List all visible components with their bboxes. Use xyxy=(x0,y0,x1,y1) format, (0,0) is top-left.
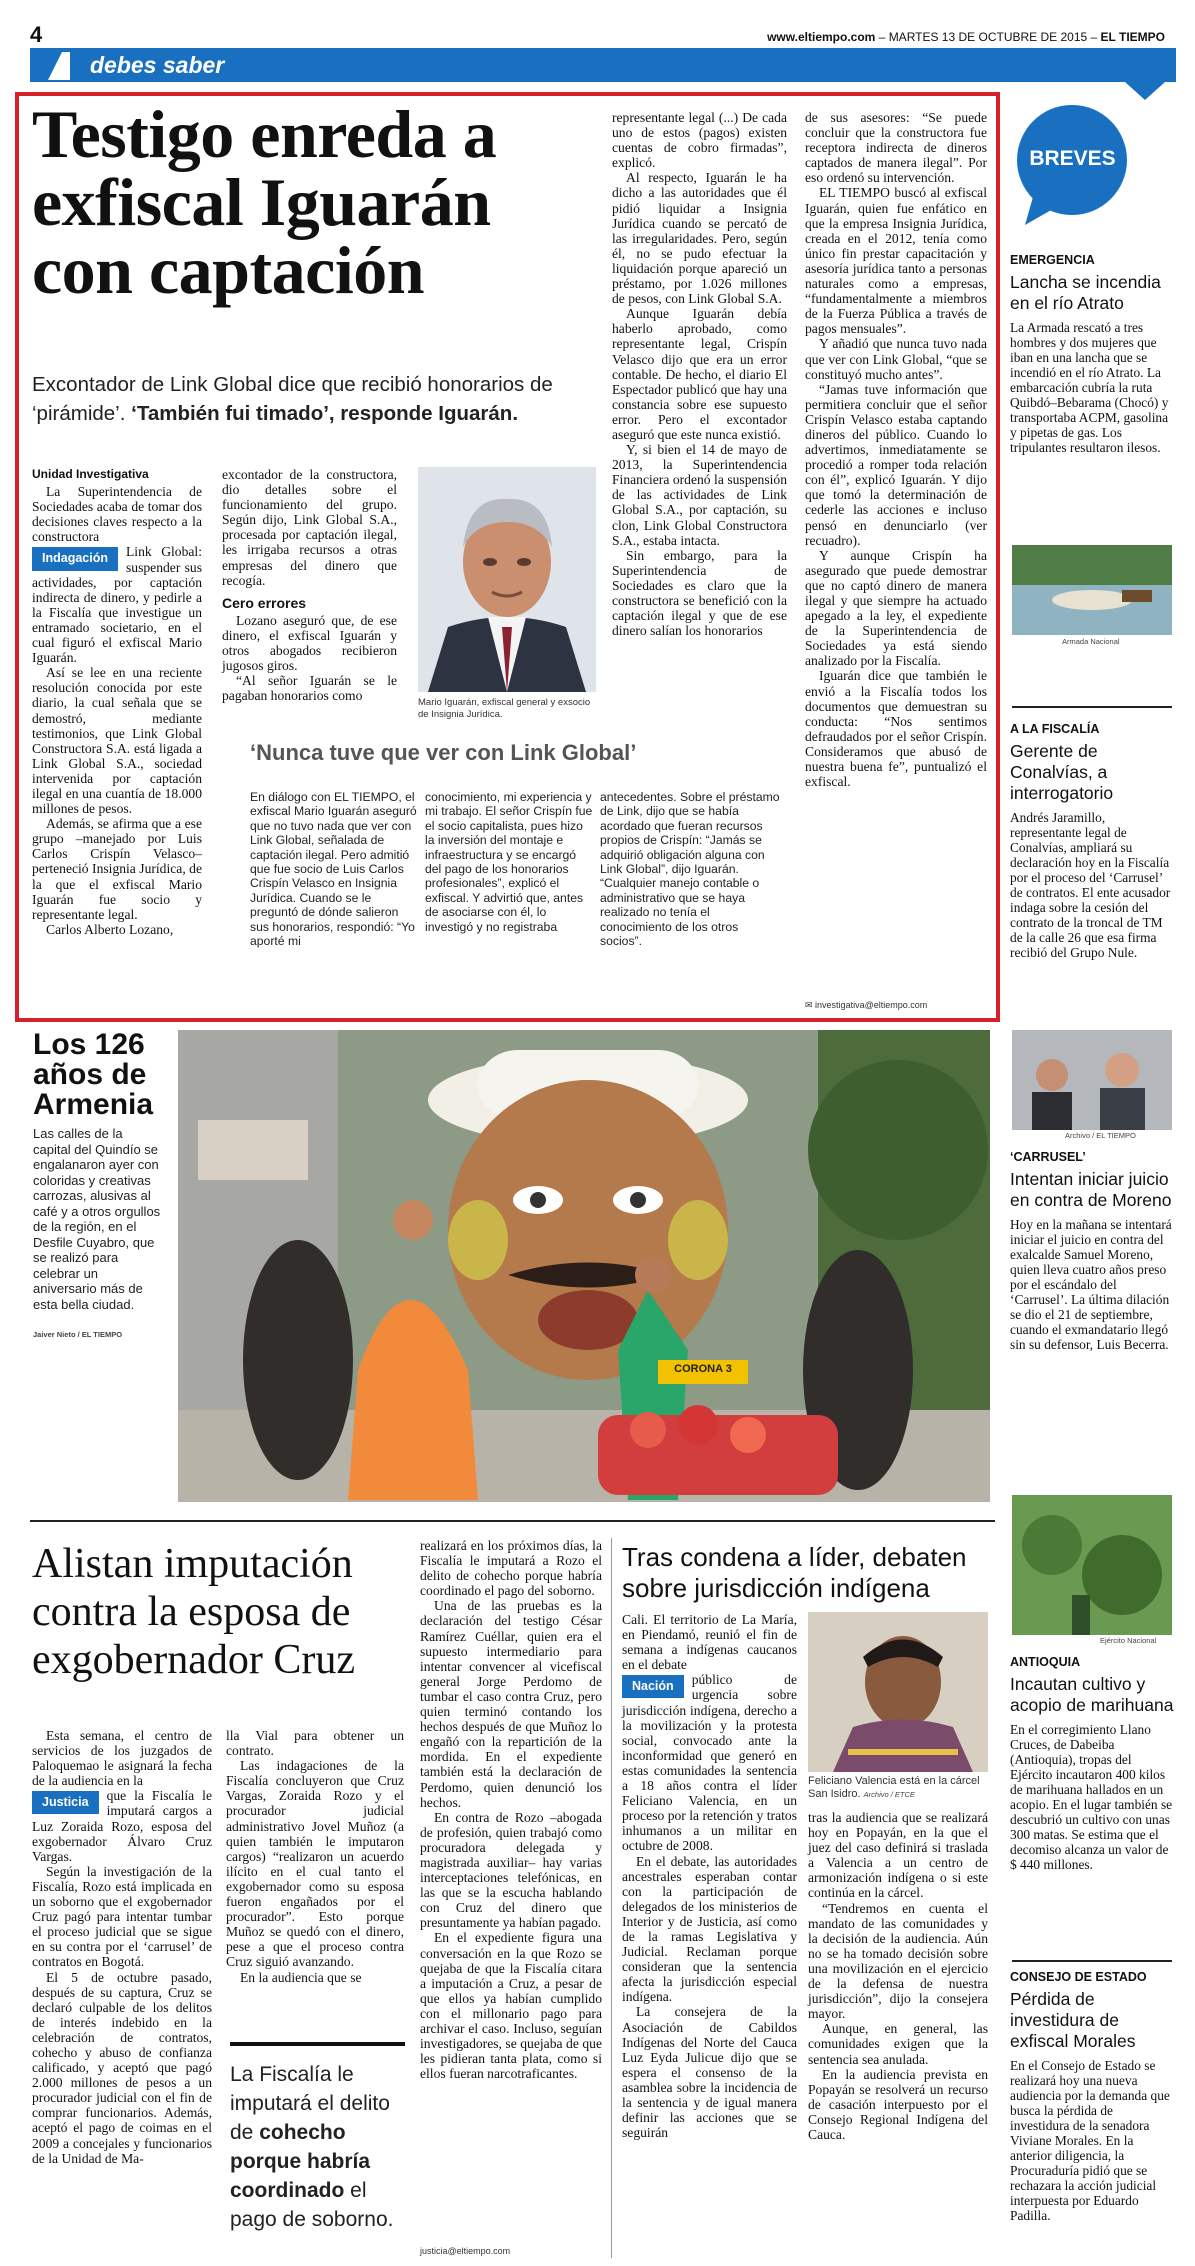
sidebar-title: ‘Nunca tuve que ver con Link Global’ xyxy=(250,740,637,765)
deck-text: Excontador de Link Global dice que recibió honorarios de ‘pirámide’. xyxy=(32,373,553,425)
brand: EL TIEMPO xyxy=(1100,30,1165,44)
paragraph: que la Fiscalía le imputará cargos a Luz Zoraida Rozo, esposa del exgobernador Álvaro Cruz Vargas. xyxy=(32,1788,212,1864)
byline: Unidad Investigativa xyxy=(32,467,149,481)
paragraph: Carlos Alberto Lozano, xyxy=(46,921,174,937)
main-col-4 xyxy=(805,110,987,789)
main-deck xyxy=(32,370,592,428)
float-sign: CORONA 3 xyxy=(674,1363,732,1375)
author-email[interactable]: ✉ investigativa@eltiempo.com xyxy=(805,1000,928,1010)
valencia-caption xyxy=(808,1775,988,1801)
cruz-col-2 xyxy=(226,1728,404,1985)
paragraph: Esta semana, el centro de servicios de los juzgados de Paloquemao le asignará la fecha de la audiencia en la xyxy=(32,1728,212,1789)
divider xyxy=(1012,1960,1172,1962)
photo-caption: Mario Iguarán, exfiscal general y exsocio de Insignia Jurídica. xyxy=(418,697,591,720)
section-tab: debes saber xyxy=(72,48,242,82)
brief-label: CONSEJO DE ESTADO xyxy=(1010,1970,1147,1984)
moreno-photo xyxy=(1012,1030,1172,1130)
sidebar-col-2: conocimiento, mi experiencia y mi trabajo. El señor Crispín fue el socio capitalista, pues hizo la inversión del montaje e infraestructura y se encargó del pago de los honorarios profesionales”, explicó el exfiscal. Y advirtió que, antes de asociarse con él, lo investigó y no registraba xyxy=(425,790,593,934)
cruz-email[interactable]: justicia@eltiempo.com xyxy=(420,2246,511,2256)
paragraph: Sin embargo, para la Superintendencia de Sociedades es claro que la constructora se benefició con la captación ilegal y que de ese dinero salían los honorarios xyxy=(612,547,787,639)
paragraph: representante legal (...) De cada uno de estos (pagos) existen cuentas de cobro firmadas”, explicó. xyxy=(612,110,787,171)
paragraph: Link Global: suspender sus actividades, por captación indirecta de dinero, y pedirle a la Fiscalía que investigue un entramado societario, en el cual figuró el exfiscal Mario Iguarán. xyxy=(32,544,202,666)
brief-text: En el corregimiento Llano Cruces, de Dabeiba (Antioquia), tropas del Ejército incautaron 400 kilos de marihuana hallados en un acopio. En el lugar también se descubrió un cultivo con unas 300 matas. Se estima que el decomiso alcanza un valor de $ 440 millones. xyxy=(1010,1722,1173,1872)
paragraph: La consejera de la Asociación de Cabildos Indígenas del Norte del Cauca Luz Eyda Julicue dijo que se espera el consenso de la asamblea sobre la incidencia de la sentencia y de igual manera definir las acciones que se seguirán xyxy=(622,2004,797,2141)
section-arrow-icon xyxy=(40,52,70,80)
paragraph: Así se lee en una reciente resolución conocida por este diario, la cual señala que se demostró, mediante testimonios, que Link Global Constructora S.A. está ligada a Link Global S.A., sociedad intervenida por captación ilegal en una cuantía de 18.000 millones de pesos. xyxy=(32,665,202,817)
deck-bold: ‘También fui timado’, responde Iguarán. xyxy=(131,402,519,425)
quote-text: La Fiscalía le imputará el delito de xyxy=(230,2063,390,2144)
paragraph: Aunque, en general, las comunidades exigen que la sentencia sea anulada. xyxy=(808,2021,988,2067)
brief-label: ANTIOQUIA xyxy=(1010,1655,1081,1669)
iguaran-photo xyxy=(418,467,596,692)
paragraph: “Tendremos en cuenta el mandato de las comunidades y la decisión de la audiencia. Aún no se ha tomado decisión sobre una movilización en el ejercicio de la defensa de nuestra jurisdicción”, dijo la consejera mayor. xyxy=(808,1900,988,2022)
brief-label: ‘CARRUSEL’ xyxy=(1010,1150,1086,1164)
brief-title: Lancha se incendia en el río Atrato xyxy=(1010,272,1161,313)
parade-photo xyxy=(178,1030,990,1502)
divider xyxy=(30,1520,995,1522)
brief-title: Gerente de Conalvías, a interrogatorio xyxy=(1010,741,1114,803)
quote-text: el pago de soborno. xyxy=(230,2179,394,2231)
paragraph: Iguarán dice que también le envió a la Fiscalía todos los documentos que demuestran su conducta: “Nos sentimos defraudados por el señor Crispín. Consideramos que abusó de nuestra buena fe”, puntualizó el exfiscal. xyxy=(805,668,987,790)
paragraph: En contra de Rozo –abogada de profesión, quien trabajó como procuradora delegada y magistrada auxiliar– hay varias interceptaciones telefónicas, en las que se la escucha hablando con Cruz del dinero que presuntamente ya habían pagado. xyxy=(420,1809,602,1931)
site-url[interactable]: www.eltiempo.com xyxy=(767,30,876,44)
paragraph: En el debate, las autoridades ancestrales esperaban contar con la participación de delegados de los ministerios de Interior y de Justicia, así como de la ramas Legislativa y Judicial. Reclaman porque consideran que la sentencia afecta la jurisdicción especial indígena. xyxy=(622,1853,797,2005)
paragraph: de sus asesores: “Se puede concluir que la constructora fue receptora indirecta de dineros captados de manera ilegal”. Por eso ordenó su intervención. xyxy=(805,110,987,186)
brief-title: Pérdida de investidura de exfiscal Morales xyxy=(1010,1989,1136,2051)
vertical-divider xyxy=(611,1538,612,2258)
armenia-credit: Jaiver Nieto / EL TIEMPO xyxy=(33,1330,123,1339)
courtroom-illustration xyxy=(1012,1030,1172,1130)
main-headline: Testigo enreda a exfiscal Iguarán con captación xyxy=(32,96,497,308)
caption-credit: Archivo / ETCE xyxy=(863,1790,915,1799)
breves-item-consejo xyxy=(1010,1970,1175,2223)
subheading: Cero errores xyxy=(222,594,307,611)
divider xyxy=(1012,706,1172,708)
armenia-title: Los 126 años de Armenia xyxy=(33,1028,154,1121)
crop-illustration xyxy=(1012,1495,1172,1635)
paragraph: “Jamas tuve información que permitiera concluir que el señor Crispín Velasco estaba captando dineros del público. Cuando lo advertimos, inmediatamente se procedió a romper toda relación con él”, explicó Iguarán. Y dijo que tomó la determinación de cederle las acciones e incluso pensó en denunciarlo (ver recuadro). xyxy=(805,381,987,548)
section-tag: Indagación xyxy=(32,547,118,570)
cruz-col-3 xyxy=(420,1538,602,2081)
paragraph: Aunque Iguarán debía haberlo aprobado, como representante legal, Crispín Velasco dijo que era un error contable. De hecho, el diario El Espectador publicó que hay una constancia sobre ese supuesto error. Pero el excontador aseguró que este nunca existió. xyxy=(612,306,787,442)
breves-item-fiscalia xyxy=(1010,722,1175,960)
paragraph: Cali. El territorio de La María, en Piendamó, reunió el fin de semana a indígenas caucanos en el debate xyxy=(622,1612,797,1673)
cruz-col-1 xyxy=(32,1728,212,2166)
paragraph: público de urgencia sobre jurisdicción indígena, derecho a la movilización y la protesta social, convocado ante la inconformidad que generó en estas comunidades la sentencia a 18 años contra el líder Feliciano Valencia, en un proceso por la retención y tratos inhumanos a un militar en octubre de 2008. xyxy=(622,1672,797,1854)
envelope-icon: ✉ xyxy=(805,1000,816,1010)
breves-badge-label: BREVES xyxy=(1029,147,1116,170)
cauca-col-2 xyxy=(808,1810,988,2142)
main-col-2 xyxy=(222,467,397,703)
portrait-illustration xyxy=(418,467,596,692)
brief-label: EMERGENCIA xyxy=(1010,253,1095,267)
paragraph: Y, si bien el 14 de mayo de 2013, la Superintendencia Financiera ordenó la suspensión de las actividades de Link Global S.A., por captación, su clon, Link Global Constructora S.A., estaba intacta. xyxy=(612,442,787,548)
cauca-headline: Tras condena a líder, debaten sobre jurisdicción indígena xyxy=(622,1542,967,1603)
cruz-headline: Alistan imputación contra la esposa de exgobernador Cruz xyxy=(32,1541,356,1683)
paragraph: Y aunque Crispín ha asegurado que puede demostrar que no captó dinero de manera ilegal y que siempre ha actuado apegado a la ley, el expediente de la Superintendencia de Sociedades ya está siendo analizado por la Fiscalía. xyxy=(805,547,987,669)
river-illustration xyxy=(1012,545,1172,635)
brief-text: Andrés Jaramillo, representante legal de Conalvías, ampliará su declaración hoy en la Fiscalía por el proceso del ‘Carrusel’ de contratos. El ente acusador indaga sobre la cesión del contrato de la troncal de TM de la calle 26 que esa firma recibió del Grupo Nule. xyxy=(1010,810,1171,960)
paragraph: Las indagaciones de la Fiscalía concluyeron que Cruz Vargas, Zoraida Rozo y el procurador judicial administrativo Jovel Muñoz (a quien también le imputaron cargos) “realizaron un acuerdo ilícito en el cual tanto el exgobernador como su esposa fueron engañados por el procurador”. Esto porque Muñoz se quedó con el dinero, pese a que el proceso contra Cruz siguió avanzando. xyxy=(226,1758,404,1970)
paragraph: tras la audiencia que se realizará hoy en Popayán, en la que el juez del caso definirá si traslada a Valencia a un centro de armonización indígena o si este continúa en la cárcel. xyxy=(808,1810,988,1901)
paragraph: En la audiencia que se xyxy=(240,1969,362,1985)
paragraph: Y añadió que nunca tuvo nada que ver con Link Global, “que se constituyó mucho antes”. xyxy=(805,336,987,382)
cauca-col-1 xyxy=(622,1612,797,2140)
section-tag: Justicia xyxy=(32,1791,99,1814)
page-number: 4 xyxy=(30,22,43,47)
paragraph: excontador de la constructora, dio detalles sobre el funcionamiento del grupo. Según dijo, Link Global S.A., procesada por captación ilegal, les irrigaba recursos a otras empresas del dinero que recogía. xyxy=(222,467,397,588)
paragraph: Al respecto, Iguarán le ha dicho a las autoridades que él pidió liquidar a Insignia Jurídica cuando se percató de las irregularidades. Pero, según él, no se pudo efectuar la liquidación porque apareció un préstamo, por 1.026 millones de pesos, con Link Global S.A. xyxy=(612,170,787,307)
brief-credit: Ejército Nacional xyxy=(1100,1636,1157,1645)
breves-item-carrusel xyxy=(1010,1150,1175,1352)
pull-quote xyxy=(230,2042,405,2234)
section-tag: Nación xyxy=(622,1675,684,1698)
valencia-illustration xyxy=(808,1612,988,1772)
paragraph: lla Vial para obtener un contrato. xyxy=(226,1728,404,1759)
header-meta: www.eltiempo.com – MARTES 13 DE OCTUBRE DE 2015 – EL TIEMPO xyxy=(767,30,1165,44)
paragraph: La Superintendencia de Sociedades acaba de tomar dos decisiones claves respecto a la constructora xyxy=(32,484,202,545)
paragraph: “Al señor Iguarán se le pagaban honorarios como xyxy=(222,673,397,704)
armenia-text: Las calles de la capital del Quindío se engalanaron ayer con coloridas y creativas carrozas, alusivas al café y a otros orgullos de la región, en el Desfile Cuyabro, que se realizó para celebrar un aniversario más de esta bella ciudad. xyxy=(33,1126,161,1312)
paragraph: Una de las pruebas es la declaración del testigo César Ramírez Cuéllar, quien era el supuesto intermediario para intentar convencer al vicefiscal general Jorge Perdomo de tumbar el caso contra Cruz, pero quien terminó contando los hechos después de que Muñoz lo engañó con la repartición de la mordida. En el expediente también está la declaración de Perdomo, quien denunció los hechos. xyxy=(420,1598,602,1810)
valencia-photo xyxy=(808,1612,988,1772)
brief-title: Incautan cultivo y acopio de marihuana xyxy=(1010,1674,1174,1715)
brief-text: Hoy en la mañana se intentará iniciar el juicio en contra del exalcalde Samuel Moreno, quien lleva cuatro años preso por el escándalo del ‘Carrusel’. La última dilación se dio el 21 de septiembre, cuando el exmandatario llegó sin su defensor, Luis Becerra. xyxy=(1010,1217,1172,1352)
sidebar-col-1: En diálogo con EL TIEMPO, el exfiscal Mario Iguarán aseguró que no tuvo nada que ver con Link Global, señalada de captación ilegal. Pero admitió que fue socio de Luis Carlos Crispín Velasco en Insignia Jurídica. Cuando se le preguntó de dónde salieron sus honorarios, respondió: “Yo aporté mi xyxy=(250,790,417,949)
brief-text: En el Consejo de Estado se realizará hoy una nueva audiencia por la demanda que busca la pérdida de investidura de la senadora Viviane Morales. En la anterior diligencia, la Procuraduría pidió que se rechazara la acción judicial interpuesta por Eduardo Padilla. xyxy=(1010,2058,1170,2223)
paragraph: Según la investigación de la Fiscalía, Rozo está implicada en un soborno que el exgobernador Cruz pagó para intentar tumbar el proceso judicial que se sigue en su contra por el ‘carrusel’ de contratos en Bogotá. xyxy=(32,1863,212,1970)
issue-date: MARTES 13 DE OCTUBRE DE 2015 xyxy=(888,30,1088,44)
paragraph: Lozano aseguró que, de ese dinero, el exfiscal Iguarán y otros abogados recibieron jugosos giros. xyxy=(222,612,397,674)
paragraph: El 5 de octubre pasado, después de su captura, Cruz se declaró culpable de los delitos de interés indebido en la celebración de contratos, cohecho y abuso de confianza calificado, y aceptó que pagó 2.000 millones de pesos a un procurador judicial con el fin de comprar funcionarios. Además, aceptó el pago de coimas en el 2009 a concejales y funcionarios de la Unidad de Ma- xyxy=(32,1969,212,2166)
brief-credit: Archivo / EL TIEMPO xyxy=(1065,1131,1136,1140)
section-right-tab xyxy=(1125,82,1165,100)
brief-title: Intentan iniciar juicio en contra de Moreno xyxy=(1010,1169,1172,1210)
marijuana-photo xyxy=(1012,1495,1172,1635)
parade-illustration xyxy=(178,1030,990,1502)
paragraph: En el expediente figura una conversación en la que Rozo se quejaba de que la Fiscalía citara a imputación a Cruz, a pesar de que ellos ya habían cumplido con el millonario pago para archivar el caso. Incluso, seguían investigadores, se quejaba de que les pidieran tanta plata, como si ellos fueran narcotraficantes. xyxy=(420,1930,602,2082)
paragraph: EL TIEMPO buscó al exfiscal Iguarán, quien fue enfático en que la empresa Insignia Jurídica, creada en el 2012, tenía como único fin prestar capacitación y asesoría jurídica tanto a personas naturales como a empresas, “fundamentalmente a miembros de la Fuerza Pública a través de pagos mensuales”. xyxy=(805,185,987,337)
breves-item-emergencia xyxy=(1010,253,1175,455)
brief-text: La Armada rescató a tres hombres y dos mujeres que iban en una lancha que se incendió en el río Atrato. La embarcación cubría la ruta Quibdó–Bebarama (Chocó) y transportaba ACPM, gasolina y pipetas de gas. Los tripulantes resultaron ilesos. xyxy=(1010,320,1169,455)
main-col-3 xyxy=(612,110,787,638)
river-photo xyxy=(1012,545,1172,635)
caption-text: Feliciano Valencia está en la cárcel San Isidro. xyxy=(808,1775,980,1800)
paragraph: En la audiencia prevista en Popayán se resolverá un recurso de casación interpuesto por el Consejo Regional Indígena del Cauca. xyxy=(808,2066,988,2142)
main-col-1 xyxy=(32,467,202,937)
paragraph: realizará en los próximos días, la Fiscalía le imputará a Rozo el delito de cohecho porque habría coordinado el pago del soborno. xyxy=(420,1538,602,1599)
sidebar-col-3: antecedentes. Sobre el préstamo de Link, dijo que se había acordado que fueran recursos propios de Crispín: “Jamás se adquirió obligación alguna con Link Global”, dijo Iguarán. “Cualquier manejo contable o administrativo que se haya realizado no tenía el conocimiento de los otros socios”. xyxy=(600,790,780,949)
quote-bold: cohecho porque habría coordinado xyxy=(230,2121,371,2202)
paragraph: Además, se afirma que a ese grupo –manejado por Luis Carlos Crispín Velasco– perteneció Insignia Jurídica, de la que el exfiscal Mario Iguarán fue socio y representante legal. xyxy=(32,816,202,922)
brief-credit: Armada Nacional xyxy=(1062,637,1120,646)
brief-label: A LA FISCALÍA xyxy=(1010,722,1100,736)
breves-item-antioquia xyxy=(1010,1655,1175,1872)
